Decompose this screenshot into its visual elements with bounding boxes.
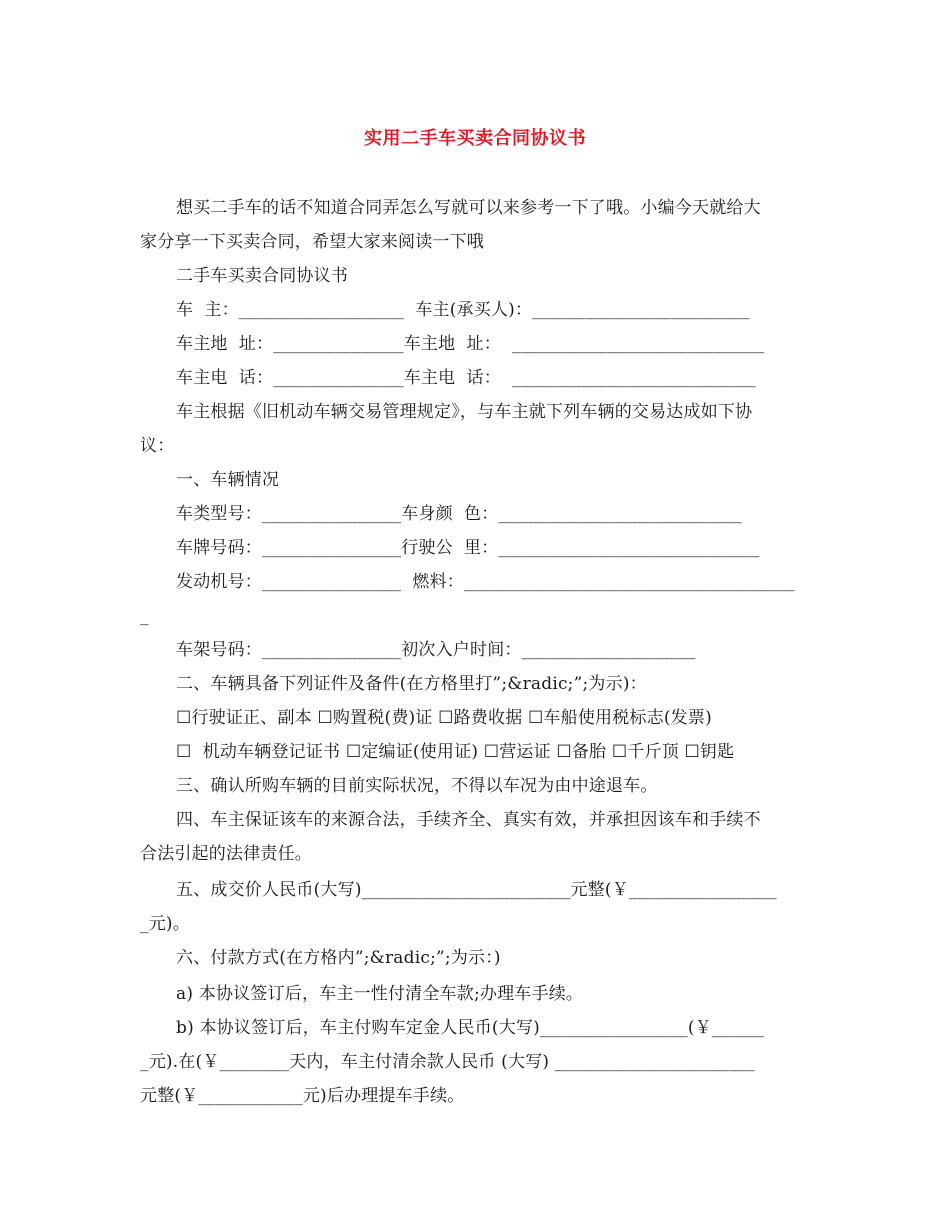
section-heading: 二手车买卖合同协议书 [176,266,348,286]
documents-heading: 二、车辆具备下列证件及备件(在方格里打”;&radic;”;为示)： [176,674,647,694]
vehicle-model-row: 车类型号：________________车身颜 色：____________________________ [176,504,743,524]
agreement-line-1: 车主根据《旧机动车辆交易管理规定》，与车主就下列车辆的交易达成如下协 [176,402,753,422]
owner-name-row: 车 主：___________________ 车主(承买人)：_________________________ [176,300,750,320]
continuation-underline: _ [140,606,149,626]
vehicle-frame-row: 车架号码：________________初次入户时间：____________________ [176,640,696,660]
documents-checklist-2: ☐ 机动车辆登记证书 ☐定编证(使用证) ☐营运证 ☐备胎 ☐千斤顶 ☐钥匙 [176,742,735,762]
vehicle-heading: 一、车辆情况 [176,470,280,490]
vehicle-plate-row: 车牌号码：________________行驶公 里：______________________________ [176,538,760,558]
intro-line-2: 家分享一下买卖合同，希望大家来阅读一下哦 [140,232,484,252]
payment-option-b-line-2: _元).在(￥________天内，车主付清余款人民币 (大写) _______________________ [140,1052,755,1072]
clause-three: 三、确认所购车辆的目前实际状况，不得以车况为由中途退车。 [176,776,658,796]
intro-line-1: 想买二手车的话不知道合同弄怎么写就可以来参考一下了哦。小编今天就给大 [176,198,761,218]
clause-four-line-2: 合法引起的法律责任。 [140,844,312,864]
payment-option-a: a) 本协议签订后，车主一性付清全车款;办理车手续。 [176,984,584,1004]
payment-option-b-line-3: 元整(￥____________元)后办理提车手续。 [140,1086,465,1106]
clause-four-line-1: 四、车主保证该车的来源合法，手续齐全、真实有效，并承担因该车和手续不 [176,810,761,830]
document-title: 实用二手车买卖合同协议书 [364,128,586,149]
vehicle-engine-row: 发动机号：________________ 燃料：______________________________________ [176,572,795,592]
documents-checklist-1: ☐行驶证正、副本 ☐购置税(费)证 ☐路费收据 ☐车船使用税标志(发票) [176,708,712,728]
clause-five-line-1: 五、成交价人民币(大写)________________________元整(￥_________________ [176,880,777,900]
owner-address-row: 车主地 址：_______________车主地 址： _____________________________ [176,334,765,354]
clause-five-line-2: _元)。 [140,914,190,934]
agreement-line-2: 议： [140,436,175,456]
owner-phone-row: 车主电 话：_______________车主电 话： ____________________________ [176,368,756,388]
payment-option-b-line-1: b) 本协议签订后，车主付购车定金人民币(大写)_________________(￥______ [176,1018,765,1038]
clause-six-heading: 六、付款方式(在方格内”;&radic;”;为示：) [176,948,501,968]
